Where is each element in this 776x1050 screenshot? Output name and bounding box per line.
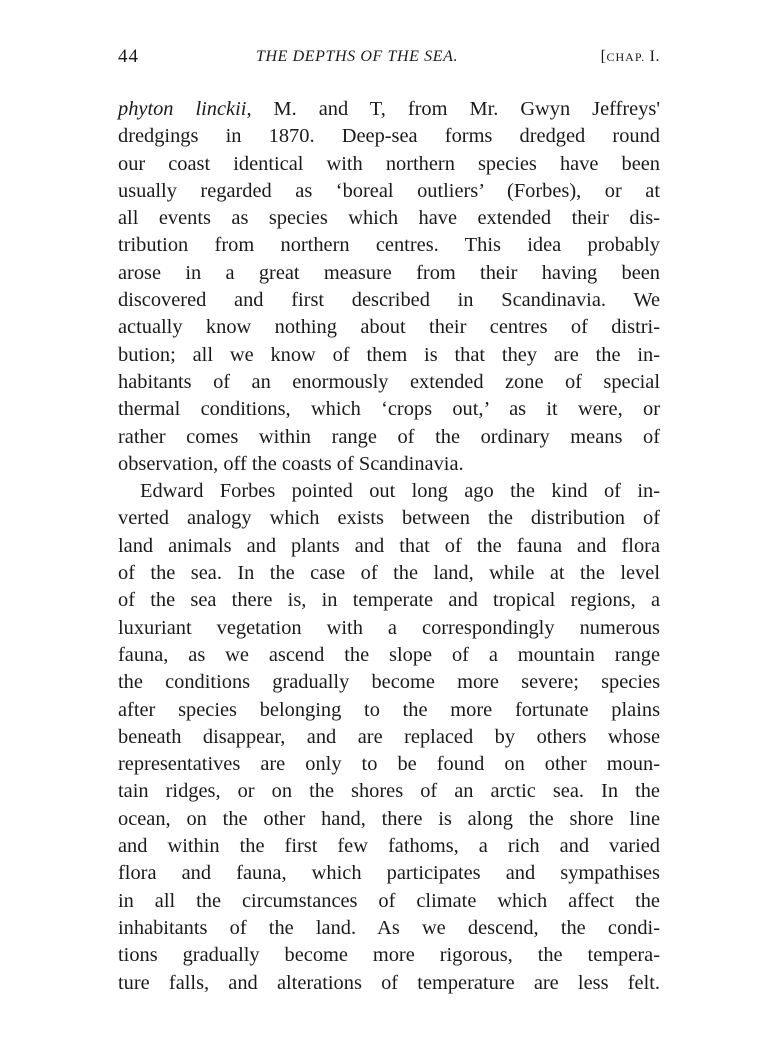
text-line: all events as species which have extended their dis- — [118, 207, 660, 230]
text-line: bution; all we know of them is that they are the in- — [118, 343, 660, 366]
text-line: phyton linckii, M. and T, from Mr. Gwyn Jeffreys' — [118, 98, 660, 120]
text-line: tribution from northern centres. This idea probably — [118, 234, 660, 257]
running-head — [118, 44, 660, 70]
text-line: beneath disappear, and are replaced by others whose — [118, 725, 660, 748]
body-text — [118, 96, 660, 997]
text-line: after species belonging to the more fortunate plains — [118, 698, 660, 721]
text-line: flora and fauna, which participates and sympathises — [118, 862, 660, 885]
text-line: Edward Forbes pointed out long ago the kind of in- — [140, 480, 660, 503]
text-line: rather comes within range of the ordinary means of — [118, 425, 660, 448]
text-line: habitants of an enormously extended zone of special — [118, 370, 660, 393]
text-line: thermal conditions, which ‘crops out,’ as it were, or — [118, 398, 660, 421]
text-line: usually regarded as ‘boreal outliers’ (Forbes), or at — [118, 179, 660, 202]
text-line: observation, off the coasts of Scandinavia. — [118, 452, 464, 475]
paragraph-2 — [118, 478, 660, 997]
text-line: ocean, on the other hand, there is along the shore line — [118, 807, 660, 830]
text-line: and within the first few fathoms, a rich and varied — [118, 835, 660, 858]
text-line: of the sea. In the case of the land, while at the level — [118, 562, 660, 585]
text-line: fauna, as we ascend the slope of a mountain range — [118, 643, 660, 666]
paragraph-1 — [118, 96, 660, 478]
text-line: land animals and plants and that of the fauna and flora — [118, 534, 660, 557]
text-line: representatives are only to be found on other moun- — [118, 753, 660, 776]
chapter-reference: [CHAP. I. — [600, 48, 660, 65]
taxon-name: phyton linckii — [118, 98, 247, 120]
page-number: 44 — [118, 46, 139, 67]
book-title: THE DEPTHS OF THE SEA. — [256, 48, 459, 65]
text-line: luxuriant vegetation with a correspondingly numerous — [118, 616, 660, 639]
text-line: of the sea there is, in temperate and tropical regions, a — [118, 589, 660, 612]
text-line: tions gradually become more rigorous, the tempera- — [118, 944, 660, 967]
text-line: our coast identical with northern species have been — [118, 152, 660, 175]
text-line: ture falls, and alterations of temperature are less felt. — [118, 971, 660, 994]
text-line: inhabitants of the land. As we descend, the condi- — [118, 916, 660, 939]
text-line: discovered and first described in Scandinavia. We — [118, 289, 660, 312]
book-page — [118, 44, 660, 997]
text-line: verted analogy which exists between the distribution of — [118, 507, 660, 530]
text-line: dredgings in 1870. Deep-sea forms dredged round — [118, 125, 660, 148]
text-line: in all the circumstances of climate which affect the — [118, 889, 660, 912]
text-line: actually know nothing about their centres of distri- — [118, 316, 660, 339]
text-line: the conditions gradually become more severe; species — [118, 671, 660, 694]
text-line: tain ridges, or on the shores of an arctic sea. In the — [118, 780, 660, 803]
text-line: arose in a great measure from their having been — [118, 261, 660, 284]
